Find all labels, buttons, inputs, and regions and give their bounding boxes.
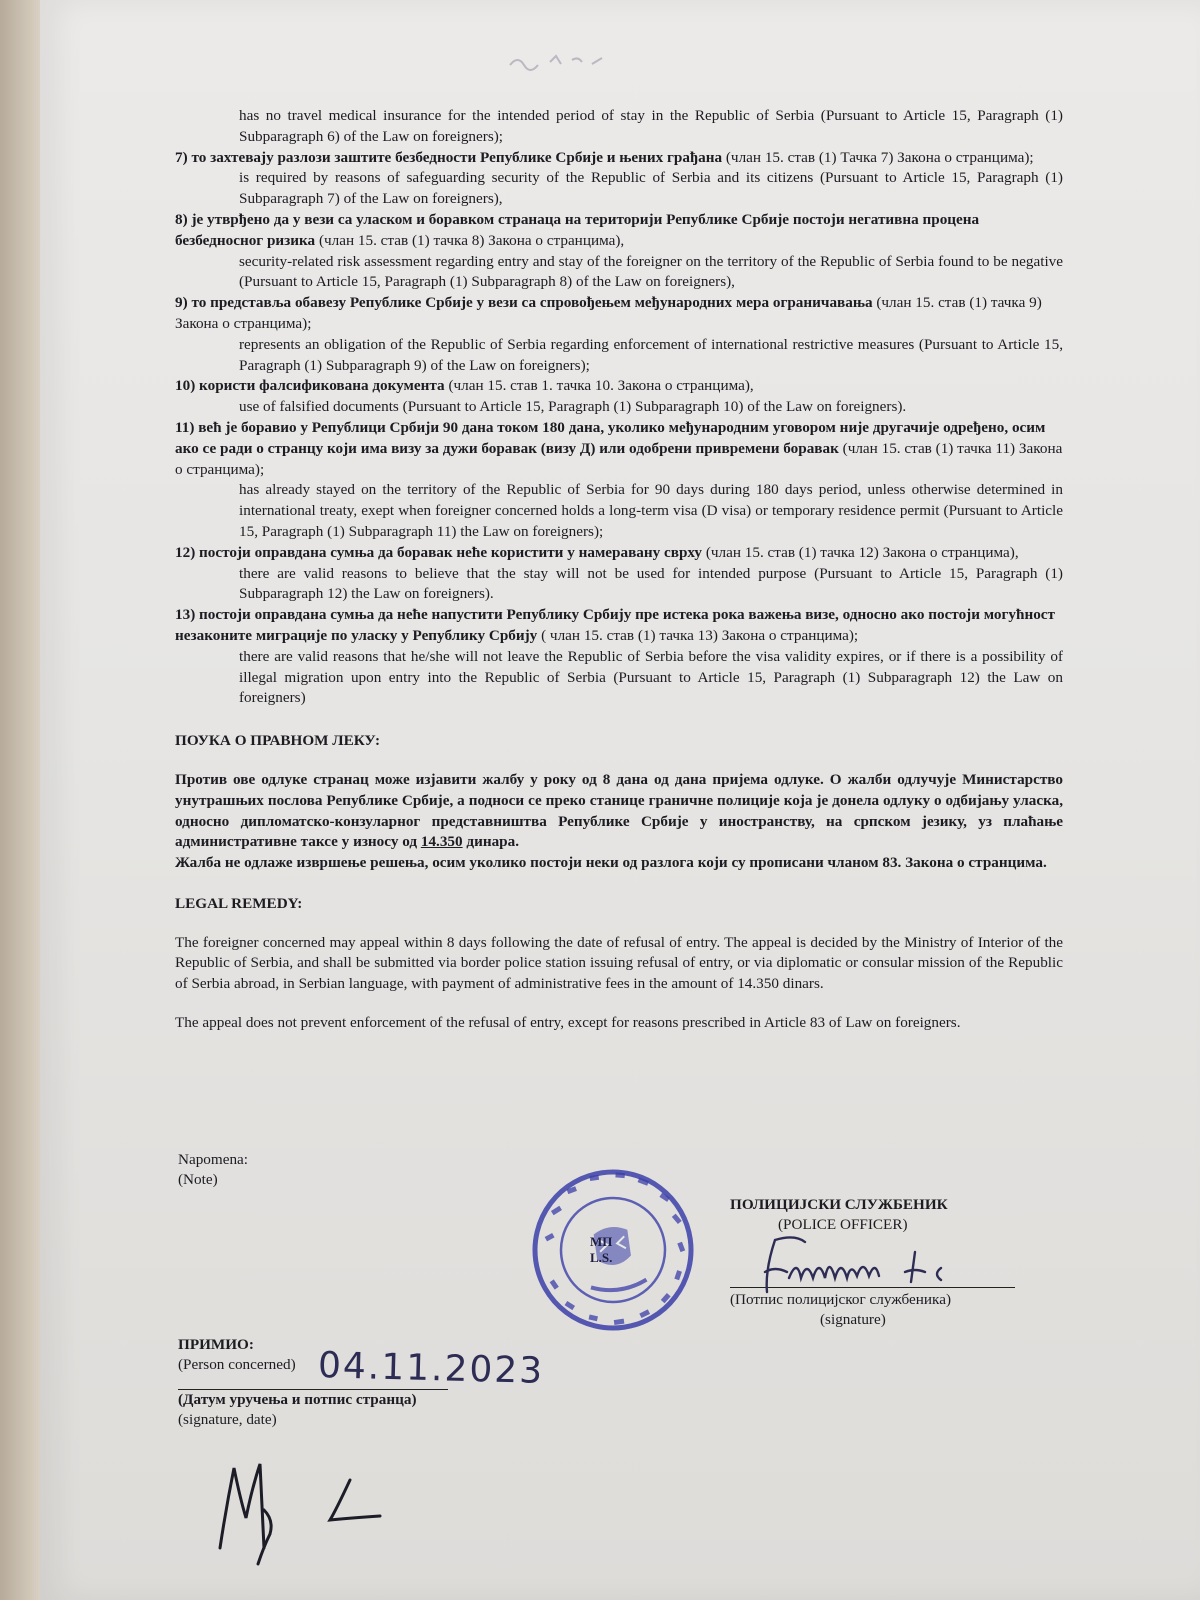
ground-number: 12) xyxy=(175,543,196,561)
ground-text-en: has no travel medical insurance for the intended period of stay in the Republic of Serbia (Pursuant to Article 15, Paragraph (1) Subparagraph 6) of the Law on foreigners); xyxy=(239,107,1063,145)
received-label-sr: ПРИМИО: xyxy=(178,1336,254,1353)
ground-reference-sr: (члан 15. став 1. тачка 10. Закона о странцима), xyxy=(448,377,754,395)
ground-reason-sr: је утврђено да у вези са уласком и боравком странаца на територији Републике Србије постоји негативна процена безбедносног ризика xyxy=(175,210,980,249)
ground-number: 10) xyxy=(175,377,196,395)
handwritten-date: 04.11.2023 xyxy=(317,1345,545,1392)
stamp-marking xyxy=(590,1234,612,1266)
ground-number: 13) xyxy=(175,606,196,624)
faint-scribble-mark xyxy=(500,40,640,80)
legal-remedy-heading-sr: ПОУКА О ПРАВНОМ ЛЕКУ: xyxy=(175,732,381,750)
stamp-mp: МП xyxy=(590,1234,613,1249)
ground-text-en: there are valid reasons to believe that the stay will not be used for intended purpose (Pursuant to Article 15, Paragraph (1) Subparagraph 12) the Law on foreigners). xyxy=(239,564,1063,603)
grounds-list xyxy=(175,106,1063,709)
officer-title-en: (POLICE OFFICER) xyxy=(778,1216,908,1233)
ground-number: 7) xyxy=(175,148,188,166)
ground-text-sr xyxy=(175,376,1063,397)
ground-text-sr xyxy=(175,148,1063,169)
legal-remedy-heading-en: LEGAL REMEDY: xyxy=(175,894,303,912)
officer-signature-label-en: (signature) xyxy=(820,1311,886,1328)
received-label-en: (Person concerned) xyxy=(178,1356,296,1373)
officer-signature xyxy=(745,1232,995,1302)
ground-item xyxy=(175,148,1063,210)
person-signature xyxy=(200,1440,440,1580)
legal-remedy-paragraph2-en: The appeal does not prevent enforcement of the refusal of entry, except for reasons prescribed in Article 83 of Law on foreigners. xyxy=(175,1014,961,1032)
ground-text-en: represents an obligation of the Republic of Serbia regarding enforcement of international restrictive measures (Pursuant to Article 15, Paragraph (1) Subparagraph 9) of the Law on foreigners); xyxy=(239,335,1063,374)
ground-text-sr xyxy=(175,543,1063,564)
ground-text-sr xyxy=(175,210,1063,252)
ground-reference-sr: (члан 15. став (1) Тачка 7) Закона о странцима); xyxy=(725,148,1034,166)
ground-reason-sr: то представља обавезу Републике Србије у вези са спровођењем међународних мера ограничавања xyxy=(191,294,873,312)
received-date-label-sr: (Датум уручења и потпис странца) xyxy=(178,1391,417,1408)
ground-reason-sr: користи фалсификована документа xyxy=(199,377,445,395)
page-edge xyxy=(0,0,40,1600)
ground-text-en: has already stayed on the territory of the Republic of Serbia for 90 days during 180 days period, unless otherwise determined in international treaty, exept when foreigner concerned holds a long-term visa (D visa) or temporary residence permit (Pursuant to Article 15, Paragraph (1) Subparagraph 11) the Law on foreigners); xyxy=(239,481,1063,540)
officer-signature-label-sr: (Потпис полицијског службеника) xyxy=(730,1291,951,1308)
fee-amount: 14.350 xyxy=(420,833,463,851)
ground-item xyxy=(175,210,1063,293)
ground-text-en: there are valid reasons that he/she will not leave the Republic of Serbia before the visa validity expires, or if there is a possibility of illegal migration upon entry into the Republic of Serbia (Pursuant to Article 15, Paragraph (1) Subparagraph 12) the Law on foreigners) xyxy=(239,647,1063,707)
ground-text-en: security-related risk assessment regarding entry and stay of the foreigner on the territory of the Republic of Serbia found to be negative (Pursuant to Article 15, Paragraph (1) Subparagraph 8) of the Law on foreigners), xyxy=(239,252,1063,291)
ground-number: 11) xyxy=(175,418,195,436)
legal-remedy-paragraph2-sr: Жалба не одлаже извршење решења, осим уколико постоји неки од разлога који су прописани чланом 83. Закона о странцима. xyxy=(175,854,1047,872)
ground-item xyxy=(175,376,1063,418)
ground-item xyxy=(175,418,1063,543)
officer-title-sr: ПОЛИЦИЈСКИ СЛУЖБЕНИК xyxy=(730,1196,948,1213)
stamp-ls: L.S. xyxy=(590,1250,613,1265)
ground-reason-sr: постоји оправдана сумња да неће напустити Републику Србију пре истека рока важења визе, односно ако постоји могућност незаконите миграције по уласку у Републику Србију xyxy=(175,606,1055,644)
ground-text-sr xyxy=(175,293,1063,335)
legal-remedy-paragraph-sr: Против ове одлуке странац може изјавити жалбу у року од 8 дана од дана пријема одлуке. О жалби одлучује Министарство унутрашњих послова Републике Србије, а подноси се преко станице граничне полиције која је донела одлуку о одбијању уласка, односно дипломатско-конзуларног представништва Републике Србије у иностранству, на српском језику, уз плаћање административне таксе у износу од 14.350 динара. xyxy=(175,770,1063,851)
ground-reference-sr: (члан 15. став (1) тачка 11) Закона о странцима); xyxy=(175,439,1063,478)
document-body xyxy=(175,106,1063,1034)
ground-text-en: use of falsified documents (Pursuant to Article 15, Paragraph (1) Subparagraph 10) of the Law on foreigners). xyxy=(239,398,907,416)
ground-reason-sr: то захтевају разлози заштите безбедности Републике Србије и њених грађана xyxy=(191,148,723,166)
ground-reference-sr: (члан 15. став (1) тачка 9) Закона о странцима); xyxy=(175,294,1042,332)
ground-reference-sr: (члан 15. став (1) тачка 8) Закона о странцима), xyxy=(318,231,625,249)
ground-reference-sr: (члан 15. став (1) тачка 12) Закона о странцима), xyxy=(705,543,1019,561)
ground-item xyxy=(175,106,1063,148)
ground-number: 9) xyxy=(175,294,188,312)
ground-reason-sr: постоји оправдана сумња да боравак неће користити у намеравану сврху xyxy=(199,543,703,561)
ground-reason-sr: већ је боравио у Републици Србији 90 дана током 180 дана, уколико међународним уговором није другачије одређено, осим ако се ради о странцу који има визу за дужи боравак (визу Д) или одобрени привремени боравак xyxy=(175,418,1046,457)
note-block xyxy=(178,1150,248,1190)
ground-reference-sr: ( члан 15. став (1) тачка 13) Закона о странцима); xyxy=(541,626,859,644)
ground-item xyxy=(175,605,1063,709)
note-label-en: (Note) xyxy=(178,1171,218,1188)
ground-item xyxy=(175,293,1063,376)
ground-text-en: is required by reasons of safeguarding security of the Republic of Serbia and its citizens (Pursuant to Article 15, Paragraph (1) Subparagraph 7) of the Law on foreigners), xyxy=(239,169,1063,208)
ground-text-sr xyxy=(175,418,1063,480)
official-stamp xyxy=(528,1160,698,1340)
ground-text-sr xyxy=(175,605,1063,647)
ground-number: 8) xyxy=(175,210,188,228)
ground-item xyxy=(175,543,1063,605)
received-date-label-en: (signature, date) xyxy=(178,1411,277,1428)
note-label-sr: Napomena: xyxy=(178,1151,249,1168)
legal-remedy-paragraph-en: The foreigner concerned may appeal within 8 days following the date of refusal of entry. The appeal is decided by the Ministry of Interior of the Republic of Serbia, and shall be submitted via border police station issuing refusal of entry, or via diplomatic or consular mission of the Republic of Serbia abroad, in Serbian language, with payment of administrative fees in the amount of 14.350 dinars. xyxy=(175,933,1063,993)
